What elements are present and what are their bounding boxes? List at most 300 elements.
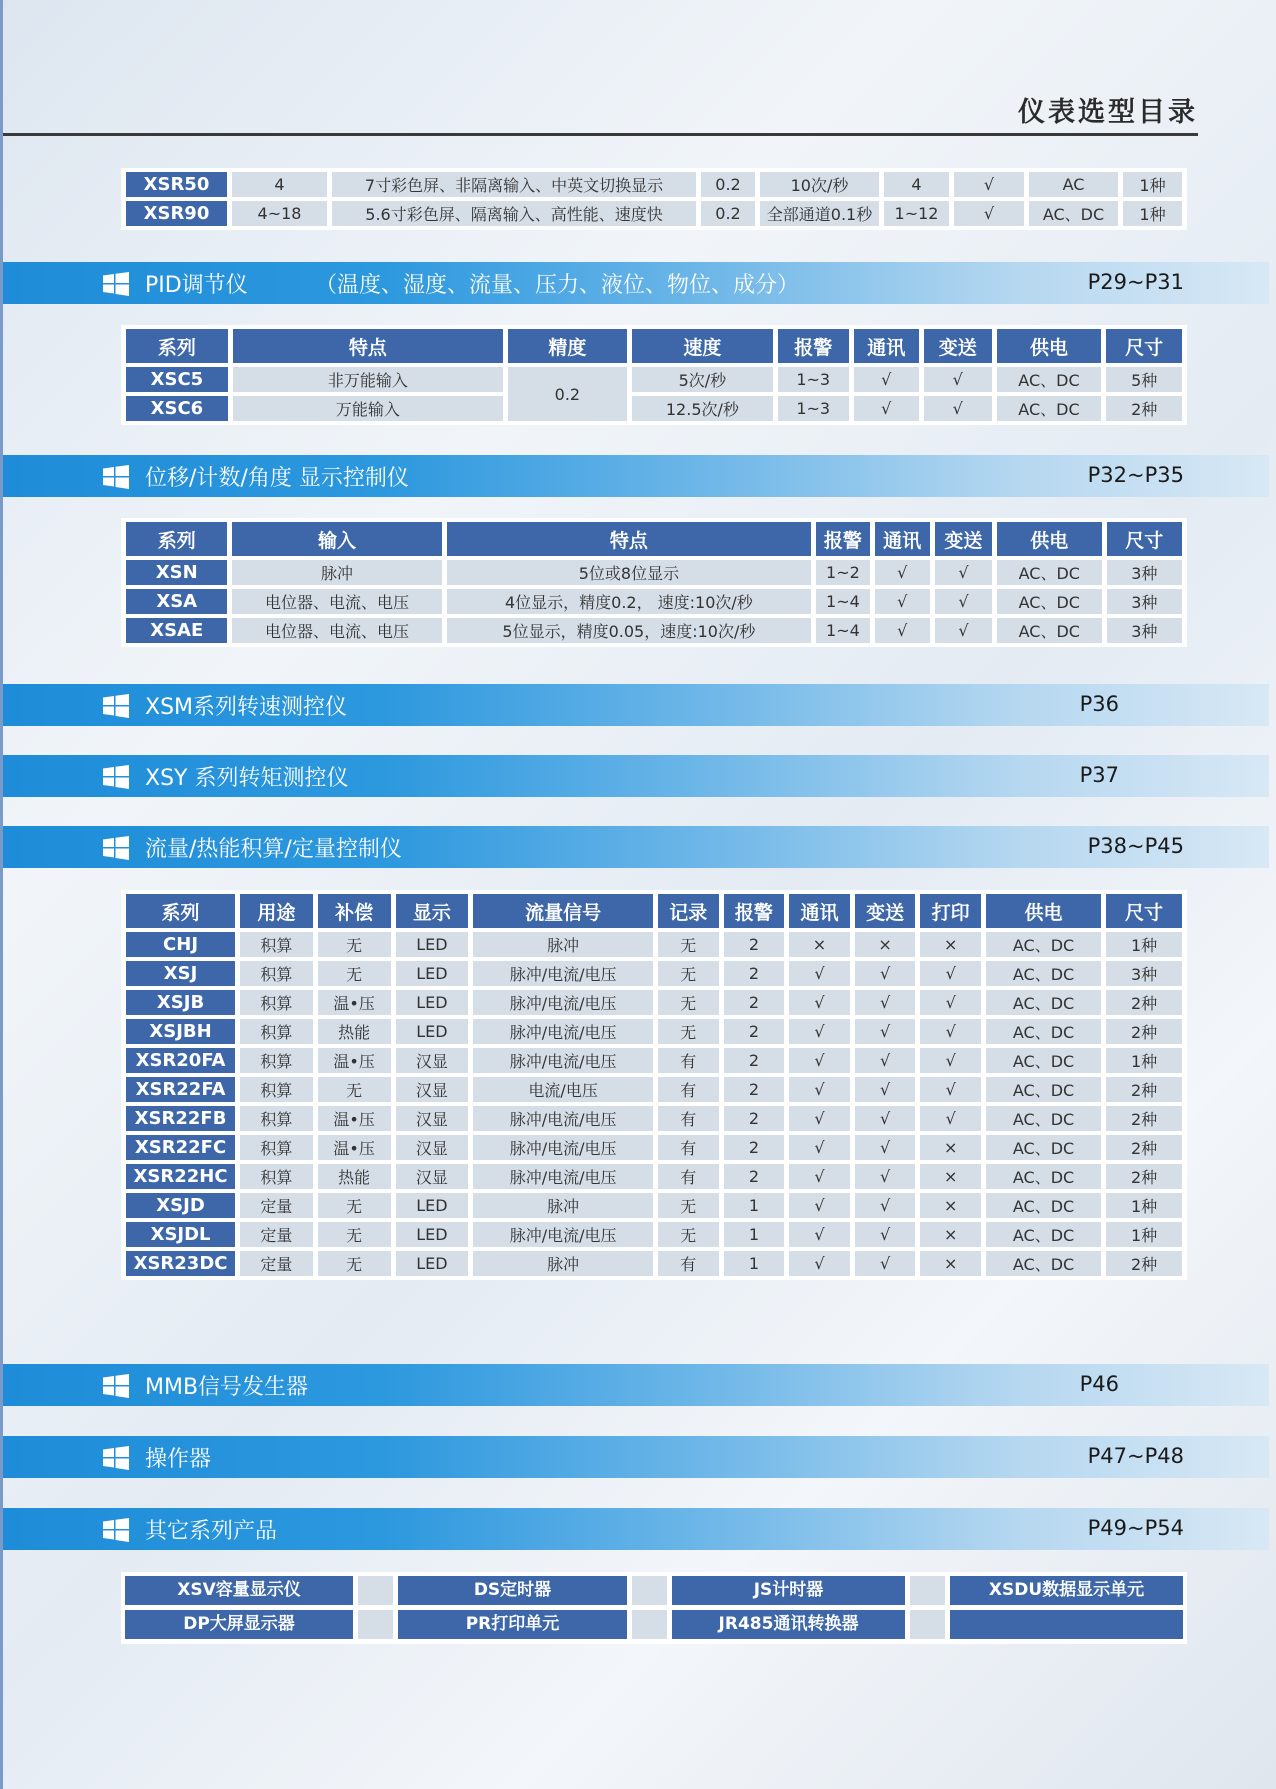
product-empty — [950, 1610, 1183, 1639]
table-cell: 1~12 — [884, 201, 949, 226]
column-header: 精度 — [508, 329, 627, 363]
section-pages-other: P49~P54 — [1087, 1516, 1184, 1540]
section-pages-xsm: P36 — [1079, 692, 1119, 716]
table-cell: 汉显 — [396, 1164, 469, 1189]
table-cell: √ — [855, 1164, 916, 1189]
product-pr: PR打印单元 — [398, 1610, 627, 1639]
grid-spacer — [910, 1576, 945, 1605]
table-cell: 积算 — [240, 961, 313, 986]
series-name: XSR50 — [126, 172, 227, 197]
table-cell: √ — [855, 1251, 916, 1276]
column-header: 系列 — [126, 894, 235, 928]
table-cell: 脉冲/电流/电压 — [473, 961, 653, 986]
column-header: 报警 — [816, 522, 869, 556]
column-header: 输入 — [232, 522, 441, 556]
table-cell: 4~18 — [232, 201, 327, 226]
series-name: XSR22FC — [126, 1135, 235, 1160]
column-header: 变送 — [924, 329, 992, 363]
table-cell: 电位器、电流、电压 — [232, 618, 441, 643]
series-name: XSR23DC — [126, 1251, 235, 1276]
table-row — [126, 1193, 1182, 1218]
table-row — [126, 589, 1182, 614]
table-cell: AC、DC — [986, 1077, 1101, 1102]
table-cell: 汉显 — [396, 1048, 469, 1073]
table-cell: 0.2 — [701, 201, 755, 226]
column-header: 通讯 — [854, 329, 920, 363]
pid-series-XSC6: XSC6 — [126, 396, 228, 421]
table-cell: √ — [875, 589, 930, 614]
column-header: 用途 — [240, 894, 313, 928]
table-cell: 1~4 — [816, 618, 869, 643]
section-band-pid — [3, 262, 1269, 304]
table-cell: √ — [855, 1077, 916, 1102]
table-row — [126, 961, 1182, 986]
series-name: XSJBH — [126, 1019, 235, 1044]
section-title-mmb: MMB信号发生器 — [145, 1375, 309, 1400]
table-cell: AC、DC — [997, 618, 1102, 643]
table-cell: 脉冲/电流/电压 — [473, 1222, 653, 1247]
table-cell: LED — [396, 1251, 469, 1276]
table-cell: 无 — [658, 1193, 719, 1218]
table-cell: 2种 — [1106, 1251, 1182, 1276]
table-cell: √ — [789, 1106, 850, 1131]
table-cell: 0.2 — [701, 172, 755, 197]
table-row — [126, 1106, 1182, 1131]
grid-spacer — [632, 1610, 667, 1639]
table-cell: 有 — [658, 1048, 719, 1073]
table-cell: 2种 — [1106, 396, 1182, 421]
section-title-flow: 流量/热能积算/定量控制仪 — [145, 837, 402, 862]
table-cell: 积算 — [240, 1048, 313, 1073]
table-cell: √ — [855, 990, 916, 1015]
section-band-displacement — [3, 455, 1269, 497]
section-pages-operator: P47~P48 — [1087, 1444, 1184, 1468]
table-cell: AC、DC — [986, 1135, 1101, 1160]
table-cell: 脉冲/电流/电压 — [473, 1048, 653, 1073]
section-title-other: 其它系列产品 — [145, 1519, 278, 1544]
table-cell: 积算 — [240, 1077, 313, 1102]
table-cell: AC、DC — [986, 1106, 1101, 1131]
pid-precision: 0.2 — [508, 367, 627, 421]
column-header: 报警 — [724, 894, 785, 928]
product-jr485: JR485通讯转换器 — [672, 1610, 905, 1639]
table-cell: 2 — [724, 1019, 785, 1044]
column-header: 显示 — [396, 894, 469, 928]
windows-logo-icon — [103, 1446, 129, 1470]
column-header: 记录 — [658, 894, 719, 928]
series-name: XSJB — [126, 990, 235, 1015]
table-cell: √ — [935, 618, 992, 643]
table-cell: 电位器、电流、电压 — [232, 589, 441, 614]
table-cell: 全部通道0.1秒 — [760, 201, 879, 226]
grid-spacer — [632, 1576, 667, 1605]
column-header: 尺寸 — [1106, 894, 1182, 928]
table-row — [126, 172, 1182, 197]
table-row — [126, 1164, 1182, 1189]
pid-table — [121, 325, 1187, 425]
series-name: XSJD — [126, 1193, 235, 1218]
table-row — [126, 932, 1182, 957]
table-cell: 1~3 — [778, 396, 849, 421]
table-cell: AC、DC — [986, 1019, 1101, 1044]
table-cell: √ — [789, 1077, 850, 1102]
table-cell: √ — [855, 961, 916, 986]
table-cell: 脉冲 — [473, 1193, 653, 1218]
table-cell: 1种 — [1106, 1222, 1182, 1247]
table-cell: √ — [789, 990, 850, 1015]
table-cell: 积算 — [240, 1164, 313, 1189]
table-cell: 积算 — [240, 1135, 313, 1160]
table-cell: AC、DC — [986, 990, 1101, 1015]
displacement-table — [121, 518, 1187, 647]
table-cell: 汉显 — [396, 1106, 469, 1131]
section-title-pid: PID调节仪 — [145, 273, 248, 298]
grid-spacer — [910, 1610, 945, 1639]
windows-logo-icon — [103, 272, 129, 296]
section-title-displacement: 位移/计数/角度 显示控制仪 — [145, 466, 409, 491]
windows-logo-icon — [103, 836, 129, 860]
table-cell: 脉冲/电流/电压 — [473, 990, 653, 1015]
series-name: CHJ — [126, 932, 235, 957]
product-ds: DS定时器 — [398, 1576, 627, 1605]
column-header: 补偿 — [318, 894, 391, 928]
table-cell: 1 — [724, 1193, 785, 1218]
column-header: 系列 — [126, 329, 228, 363]
series-name: XSR22FA — [126, 1077, 235, 1102]
table-cell: √ — [855, 1135, 916, 1160]
table-cell: 3种 — [1106, 961, 1182, 986]
table-cell: 无 — [318, 1222, 391, 1247]
table-cell: 无 — [658, 1222, 719, 1247]
table-cell: √ — [855, 1019, 916, 1044]
section-band-other — [3, 1508, 1269, 1550]
table-cell: √ — [789, 1164, 850, 1189]
table-cell: 无 — [658, 961, 719, 986]
table-cell: 无 — [318, 932, 391, 957]
table-cell: 1 — [724, 1251, 785, 1276]
table-cell: 脉冲 — [232, 560, 441, 585]
column-header: 尺寸 — [1106, 329, 1182, 363]
table-cell: 温•压 — [318, 1135, 391, 1160]
table-cell: √ — [920, 1106, 981, 1131]
table-cell: 2 — [724, 1077, 785, 1102]
table-row — [126, 1251, 1182, 1276]
table-cell: 3种 — [1107, 560, 1182, 585]
table-cell: LED — [396, 1193, 469, 1218]
table-cell: 1种 — [1106, 1193, 1182, 1218]
table-cell: √ — [855, 1048, 916, 1073]
table-cell: √ — [789, 1222, 850, 1247]
table-cell: × — [920, 1164, 981, 1189]
series-name: XSAE — [126, 618, 227, 643]
table-cell: 有 — [658, 1077, 719, 1102]
pid-series-XSC5: XSC5 — [126, 367, 228, 392]
section-subtitle-pid: （温度、湿度、流量、压力、液位、物位、成分） — [315, 273, 800, 298]
product-xsdu: XSDU数据显示单元 — [950, 1576, 1183, 1605]
table-cell: AC、DC — [1029, 201, 1118, 226]
column-header: 特点 — [447, 522, 812, 556]
table-cell: 2 — [724, 1048, 785, 1073]
table-cell: 温•压 — [318, 1106, 391, 1131]
table-cell: 2种 — [1106, 990, 1182, 1015]
table-cell: 2 — [724, 1164, 785, 1189]
table-cell: 1~4 — [816, 589, 869, 614]
table-cell: AC、DC — [986, 932, 1101, 957]
column-header: 流量信号 — [473, 894, 653, 928]
column-header: 速度 — [632, 329, 773, 363]
table-cell: 5.6寸彩色屏、隔离输入、高性能、速度快 — [332, 201, 696, 226]
section-band-xsm — [3, 684, 1269, 726]
column-header: 通讯 — [789, 894, 850, 928]
table-cell: 温•压 — [318, 1048, 391, 1073]
table-cell: × — [920, 1251, 981, 1276]
windows-logo-icon — [103, 465, 129, 489]
table-cell: AC、DC — [986, 1193, 1101, 1218]
table-cell: 2 — [724, 1135, 785, 1160]
table-cell: 无 — [318, 1251, 391, 1276]
section-band-operator — [3, 1436, 1269, 1478]
table-cell: 脉冲/电流/电压 — [473, 1135, 653, 1160]
column-header: 供电 — [986, 894, 1101, 928]
table-cell: × — [920, 1135, 981, 1160]
table-cell: AC、DC — [986, 961, 1101, 986]
product-js: JS计时器 — [672, 1576, 905, 1605]
table-row — [126, 1048, 1182, 1073]
column-header: 打印 — [920, 894, 981, 928]
table-cell: LED — [396, 990, 469, 1015]
product-xsv: XSV容量显示仪 — [125, 1576, 353, 1605]
table-cell: 无 — [318, 1193, 391, 1218]
table-row — [126, 1135, 1182, 1160]
table-cell: 脉冲 — [473, 932, 653, 957]
flow-table — [121, 890, 1187, 1280]
table-cell: 5位或8位显示 — [447, 560, 812, 585]
windows-logo-icon — [103, 765, 129, 789]
table-cell: 脉冲/电流/电压 — [473, 1106, 653, 1131]
table-cell: AC、DC — [997, 396, 1102, 421]
table-cell: √ — [924, 367, 992, 392]
series-name: XSJ — [126, 961, 235, 986]
table-cell: 定量 — [240, 1251, 313, 1276]
column-header: 供电 — [997, 329, 1102, 363]
table-cell: 1 — [724, 1222, 785, 1247]
table-cell: 无 — [658, 1019, 719, 1044]
table-cell: 脉冲 — [473, 1251, 653, 1276]
table-cell: 有 — [658, 1164, 719, 1189]
table-cell: √ — [789, 1135, 850, 1160]
xsr-table — [121, 168, 1187, 230]
table-cell: × — [789, 932, 850, 957]
table-cell: 1~2 — [816, 560, 869, 585]
table-cell: √ — [854, 396, 920, 421]
table-row — [126, 990, 1182, 1015]
table-cell: AC、DC — [997, 367, 1102, 392]
table-cell: 热能 — [318, 1019, 391, 1044]
table-cell: 无 — [318, 1077, 391, 1102]
grid-spacer — [358, 1610, 393, 1639]
section-band-mmb — [3, 1364, 1269, 1406]
table-cell: 积算 — [240, 1019, 313, 1044]
table-cell: 无 — [658, 990, 719, 1015]
windows-logo-icon — [103, 694, 129, 718]
table-cell: 5位显示，精度0.05，速度:10次/秒 — [447, 618, 812, 643]
table-cell: 2种 — [1106, 1077, 1182, 1102]
table-row — [126, 1077, 1182, 1102]
table-cell: √ — [920, 990, 981, 1015]
table-cell: 2种 — [1106, 1019, 1182, 1044]
title-divider — [3, 133, 1198, 136]
column-header: 系列 — [126, 522, 227, 556]
table-cell: LED — [396, 1222, 469, 1247]
table-cell: 2 — [724, 932, 785, 957]
column-header: 供电 — [997, 522, 1102, 556]
section-band-xsy — [3, 755, 1269, 797]
series-name: XSA — [126, 589, 227, 614]
table-row — [126, 618, 1182, 643]
table-cell: 12.5次/秒 — [632, 396, 773, 421]
table-cell: LED — [396, 932, 469, 957]
table-cell: √ — [920, 1077, 981, 1102]
table-cell: 2 — [724, 961, 785, 986]
series-name: XSN — [126, 560, 227, 585]
table-cell: 汉显 — [396, 1077, 469, 1102]
series-name: XSR90 — [126, 201, 227, 226]
table-cell: × — [855, 932, 916, 957]
table-cell: 温•压 — [318, 990, 391, 1015]
table-cell: 1种 — [1106, 1048, 1182, 1073]
table-cell: 万能输入 — [233, 396, 503, 421]
section-band-flow — [3, 826, 1269, 868]
section-pages-flow: P38~P45 — [1087, 834, 1184, 858]
column-header: 变送 — [855, 894, 916, 928]
table-row — [126, 201, 1182, 226]
windows-logo-icon — [103, 1518, 129, 1542]
table-cell: √ — [855, 1193, 916, 1218]
table-cell: 2种 — [1106, 1106, 1182, 1131]
table-cell: √ — [875, 618, 930, 643]
table-cell: √ — [854, 367, 920, 392]
section-title-xsy: XSY 系列转矩测控仪 — [145, 766, 349, 791]
table-cell: 积算 — [240, 932, 313, 957]
grid-spacer — [358, 1576, 393, 1605]
table-cell: 无 — [658, 932, 719, 957]
other-products-grid — [121, 1572, 1187, 1644]
table-cell: √ — [920, 961, 981, 986]
table-cell: AC、DC — [997, 560, 1102, 585]
table-cell: 热能 — [318, 1164, 391, 1189]
product-dp: DP大屏显示器 — [125, 1610, 353, 1639]
table-cell: 2 — [724, 1106, 785, 1131]
table-cell: 4 — [884, 172, 949, 197]
table-cell: 3种 — [1107, 589, 1182, 614]
table-cell: 汉显 — [396, 1135, 469, 1160]
section-pages-pid: P29~P31 — [1087, 270, 1184, 294]
table-cell: 3种 — [1107, 618, 1182, 643]
series-name: XSJDL — [126, 1222, 235, 1247]
series-name: XSR22FB — [126, 1106, 235, 1131]
table-cell: √ — [789, 1193, 850, 1218]
section-pages-xsy: P37 — [1079, 763, 1119, 787]
table-cell: AC、DC — [997, 589, 1102, 614]
table-cell: 脉冲/电流/电压 — [473, 1019, 653, 1044]
table-cell: 5次/秒 — [632, 367, 773, 392]
table-cell: 脉冲/电流/电压 — [473, 1164, 653, 1189]
table-cell: 4位显示，精度0.2， 速度:10次/秒 — [447, 589, 812, 614]
table-cell: √ — [789, 1048, 850, 1073]
table-cell: 2种 — [1106, 1135, 1182, 1160]
series-name: XSR20FA — [126, 1048, 235, 1073]
table-cell: √ — [789, 1019, 850, 1044]
table-cell: √ — [789, 961, 850, 986]
table-cell: 积算 — [240, 1106, 313, 1131]
table-cell: × — [920, 1193, 981, 1218]
table-cell: AC、DC — [986, 1251, 1101, 1276]
column-header: 报警 — [778, 329, 849, 363]
table-cell: LED — [396, 1019, 469, 1044]
table-cell: 4 — [232, 172, 327, 197]
table-cell: √ — [935, 589, 992, 614]
series-name: XSR22HC — [126, 1164, 235, 1189]
table-cell: 2种 — [1106, 1164, 1182, 1189]
table-cell: × — [920, 1222, 981, 1247]
table-cell: 1种 — [1106, 932, 1182, 957]
table-cell: AC、DC — [986, 1048, 1101, 1073]
table-cell: √ — [855, 1106, 916, 1131]
table-row — [126, 560, 1182, 585]
table-cell: 无 — [318, 961, 391, 986]
table-cell: 1~3 — [778, 367, 849, 392]
table-row — [126, 1019, 1182, 1044]
section-title-xsm: XSM系列转速测控仪 — [145, 695, 348, 720]
table-cell: 1种 — [1123, 172, 1182, 197]
windows-logo-icon — [103, 1374, 129, 1398]
table-cell: 5种 — [1106, 367, 1182, 392]
table-cell: √ — [875, 560, 930, 585]
table-cell: 电流/电压 — [473, 1077, 653, 1102]
section-pages-displacement: P32~P35 — [1087, 463, 1184, 487]
table-cell: 有 — [658, 1106, 719, 1131]
section-pages-mmb: P46 — [1079, 1372, 1119, 1396]
table-cell: 非万能输入 — [233, 367, 503, 392]
table-cell: AC、DC — [986, 1222, 1101, 1247]
table-cell: √ — [855, 1222, 916, 1247]
table-cell: 有 — [658, 1135, 719, 1160]
column-header: 特点 — [233, 329, 503, 363]
column-header: 变送 — [935, 522, 992, 556]
table-row — [126, 1222, 1182, 1247]
table-cell: √ — [789, 1251, 850, 1276]
table-cell: 定量 — [240, 1222, 313, 1247]
table-cell: AC — [1029, 172, 1118, 197]
table-cell: AC、DC — [986, 1164, 1101, 1189]
table-cell: √ — [924, 396, 992, 421]
table-cell: LED — [396, 961, 469, 986]
table-cell: 有 — [658, 1251, 719, 1276]
table-cell: √ — [954, 172, 1024, 197]
table-cell: √ — [920, 1048, 981, 1073]
table-cell: 7寸彩色屏、非隔离输入、中英文切换显示 — [332, 172, 696, 197]
column-header: 通讯 — [875, 522, 930, 556]
page-title: 仪表选型目录 — [1018, 97, 1198, 128]
table-cell: √ — [920, 1019, 981, 1044]
table-cell: 定量 — [240, 1193, 313, 1218]
table-cell: 1种 — [1123, 201, 1182, 226]
table-cell: 2 — [724, 990, 785, 1015]
table-cell: × — [920, 932, 981, 957]
table-cell: √ — [935, 560, 992, 585]
table-cell: √ — [954, 201, 1024, 226]
section-title-operator: 操作器 — [145, 1447, 212, 1472]
